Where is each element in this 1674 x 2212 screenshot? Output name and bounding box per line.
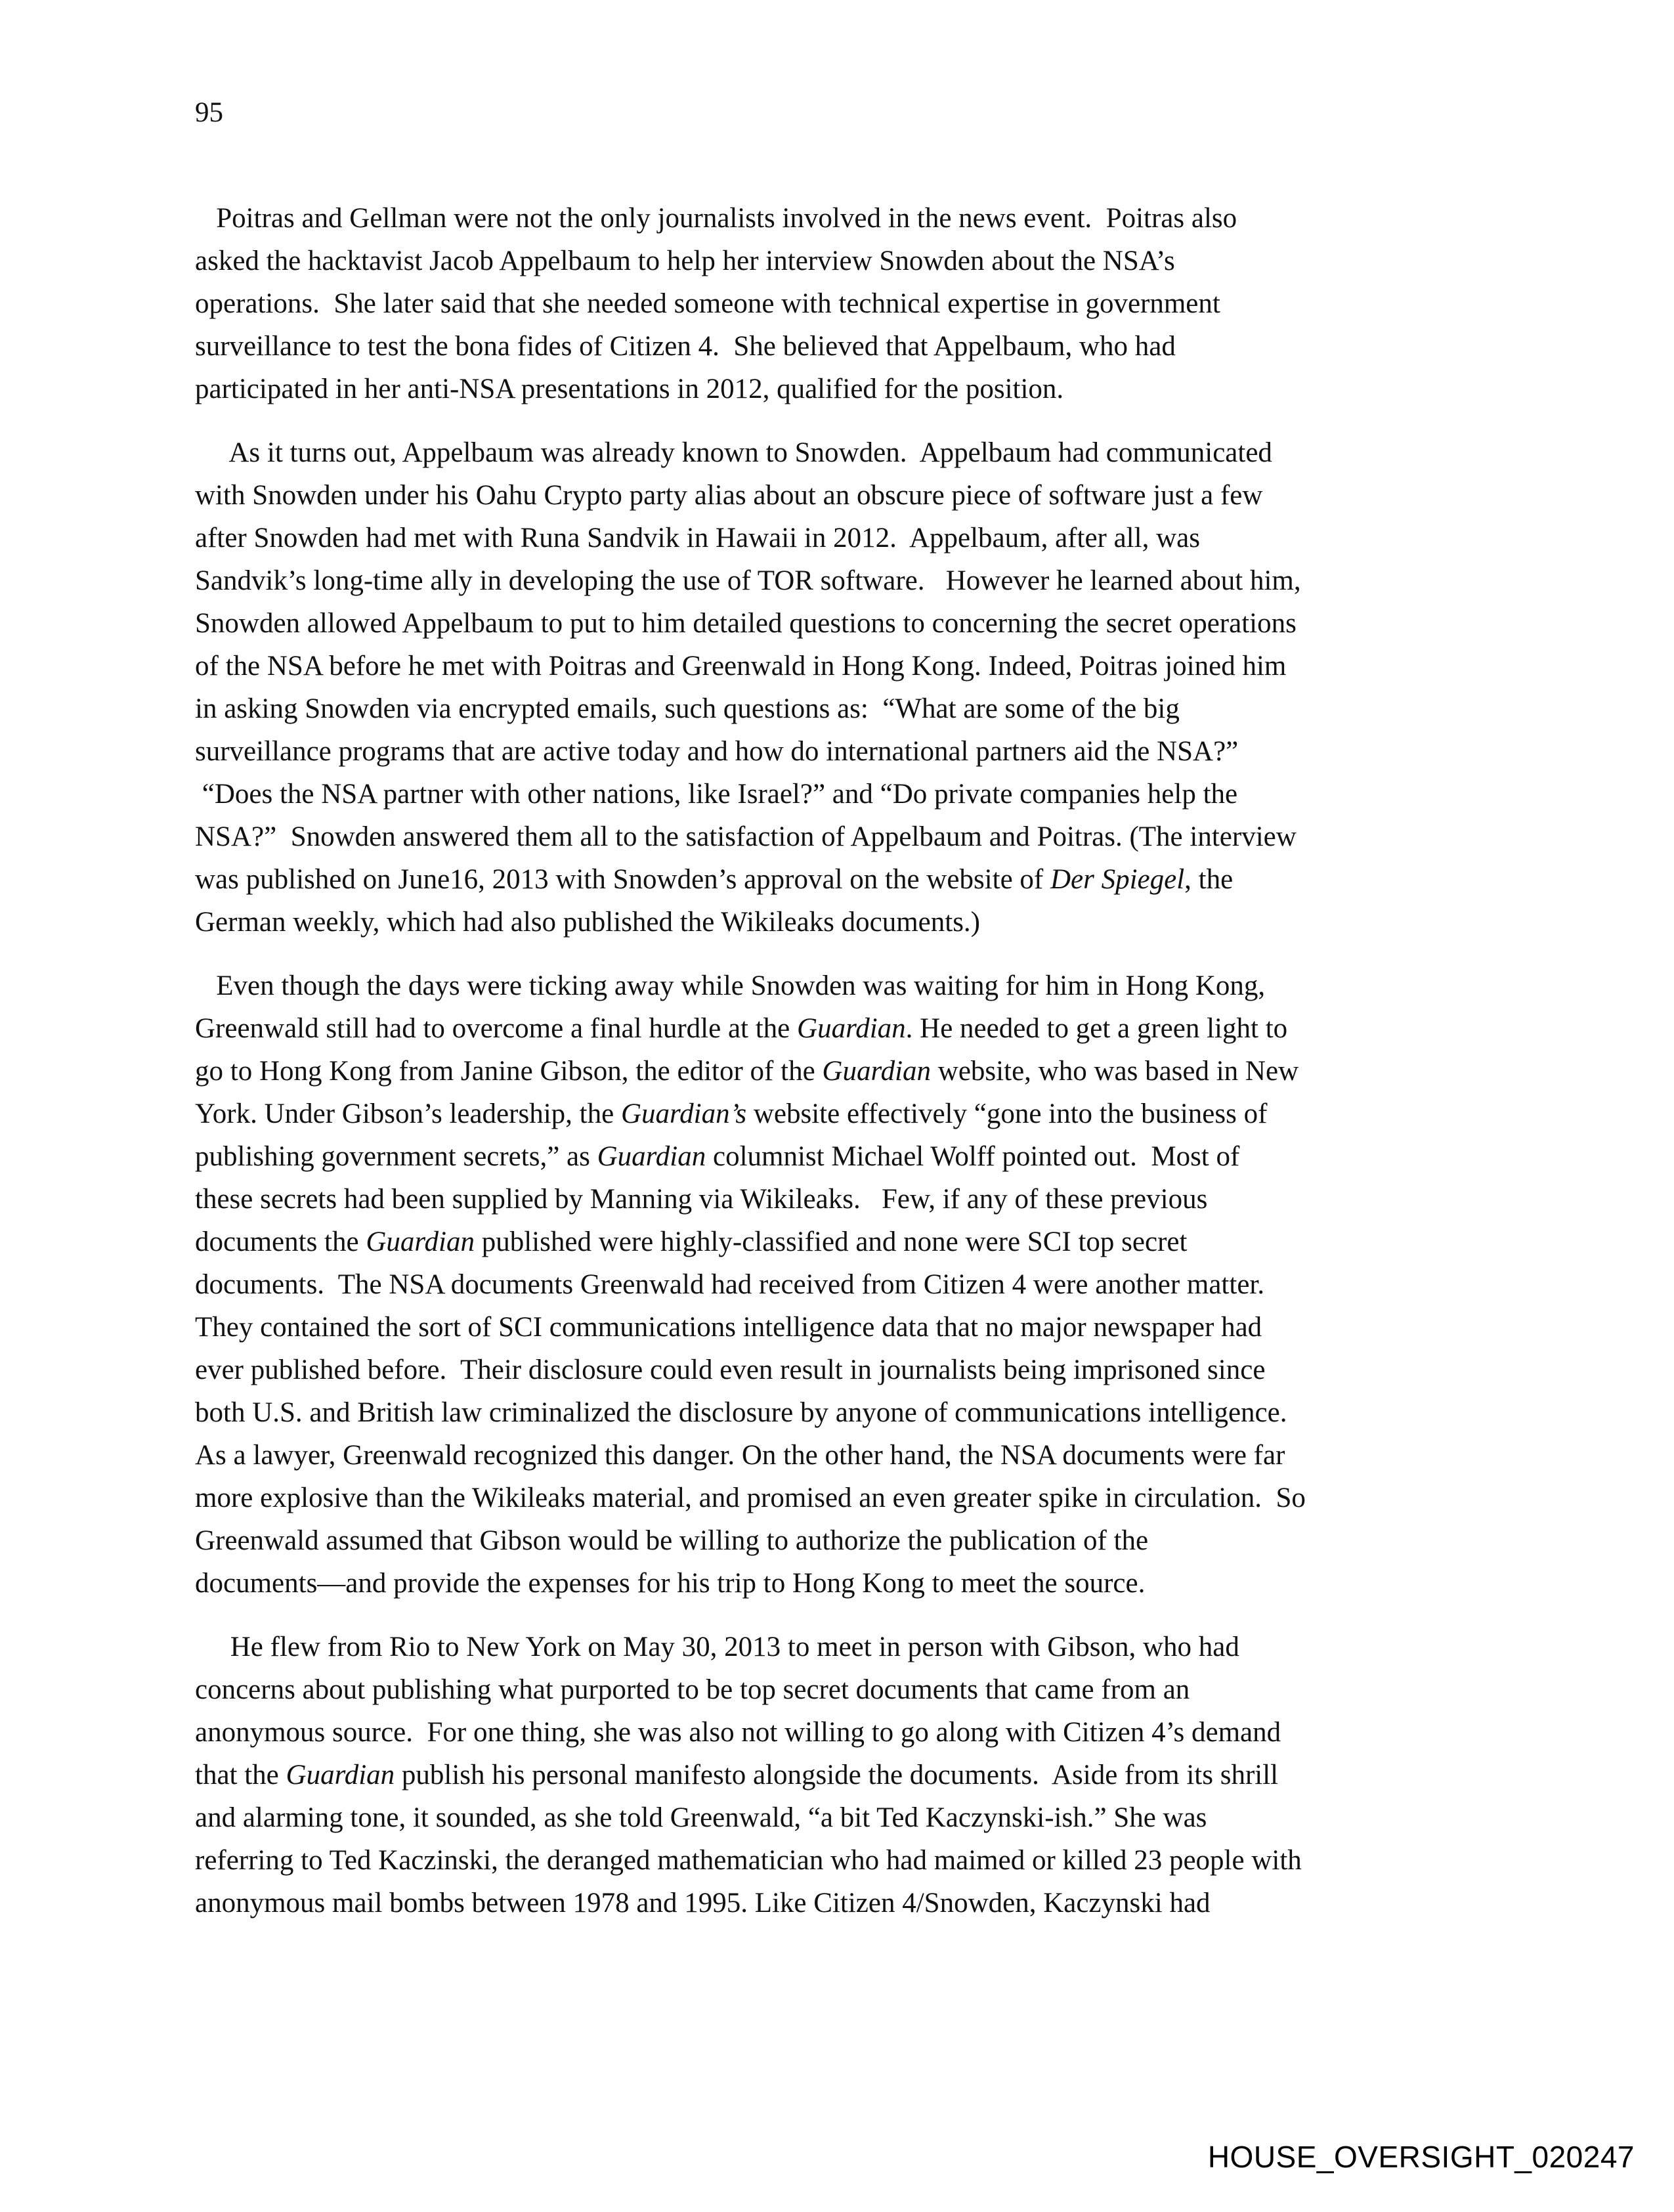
text-line: As it turns out, Appelbaum was already known to Snowden. Appelbaum had communicated bbox=[195, 437, 1272, 468]
text-line: that the Guardian publish his personal manifesto alongside the documents. Aside from its shrill bbox=[195, 1760, 1279, 1790]
text-line: Snowden allowed Appelbaum to put to him detailed questions to concerning the secret operations bbox=[195, 608, 1297, 639]
text-line: Greenwald assumed that Gibson would be willing to authorize the publication of the bbox=[195, 1525, 1149, 1556]
bates-stamp: HOUSE_OVERSIGHT_020247 bbox=[1207, 2140, 1635, 2174]
italic-title: Guardian bbox=[597, 1141, 706, 1172]
text-line: go to Hong Kong from Janine Gibson, the editor of the Guardian website, who was based in New bbox=[195, 1056, 1299, 1087]
text-line: documents—and provide the expenses for his trip to Hong Kong to meet the source. bbox=[195, 1568, 1146, 1599]
text-line: after Snowden had met with Runa Sandvik in Hawaii in 2012. Appelbaum, after all, was bbox=[195, 523, 1200, 553]
paragraph bbox=[195, 197, 1508, 410]
italic-title: Guardian bbox=[822, 1056, 932, 1087]
text-line: and alarming tone, it sounded, as she told Greenwald, “a bit Ted Kaczynski-ish.” She was bbox=[195, 1802, 1207, 1833]
text-line: NSA?” Snowden answered them all to the satisfaction of Appelbaum and Poitras. (The interview bbox=[195, 821, 1297, 852]
text-line: surveillance to test the bona fides of Citizen 4. She believed that Appelbaum, who had bbox=[195, 331, 1176, 362]
text-line: anonymous mail bombs between 1978 and 1995. Like Citizen 4/Snowden, Kaczynski had bbox=[195, 1888, 1211, 1919]
text-line: Sandvik’s long-time ally in developing the use of TOR software. However he learned about him, bbox=[195, 565, 1301, 596]
text-line: these secrets had been supplied by Manning via Wikileaks. Few, if any of these previous bbox=[195, 1184, 1208, 1215]
italic-title: Guardian bbox=[286, 1760, 395, 1790]
text-line: publishing government secrets,” as Guardian columnist Michael Wolff pointed out. Most of bbox=[195, 1141, 1240, 1172]
text-line: surveillance programs that are active today and how do international partners aid the NSA?” bbox=[195, 736, 1239, 767]
text-line: both U.S. and British law criminalized the disclosure by anyone of communications intelligence. bbox=[195, 1397, 1287, 1428]
text-line: of the NSA before he met with Poitras and Greenwald in Hong Kong. Indeed, Poitras joined him bbox=[195, 651, 1287, 682]
text-line: They contained the sort of SCI communications intelligence data that no major newspaper had bbox=[195, 1312, 1262, 1343]
text-line: in asking Snowden via encrypted emails, such questions as: “What are some of the big bbox=[195, 693, 1180, 724]
text-line: participated in her anti-NSA presentations in 2012, qualified for the position. bbox=[195, 374, 1064, 404]
text-line: was published on June16, 2013 with Snowden’s approval on the website of Der Spiegel, the bbox=[195, 864, 1234, 895]
italic-title: Der Spiegel bbox=[1050, 864, 1185, 895]
text-line: “Does the NSA partner with other nations, like Israel?” and “Do private companies help the bbox=[195, 779, 1238, 810]
text-line: anonymous source. For one thing, she was also not willing to go along with Citizen 4’s demand bbox=[195, 1717, 1281, 1748]
text-line: He flew from Rio to New York on May 30, 2013 to meet in person with Gibson, who had bbox=[195, 1632, 1239, 1662]
text-line: operations. She later said that she needed someone with technical expertise in government bbox=[195, 288, 1220, 319]
text-line: York. Under Gibson’s leadership, the Guardian’s website effectively “gone into the business of bbox=[195, 1098, 1268, 1129]
italic-title: Guardian’s bbox=[620, 1098, 747, 1129]
text-line: Greenwald still had to overcome a final hurdle at the Guardian. He needed to get a green light to bbox=[195, 1013, 1288, 1044]
text-line: more explosive than the Wikileaks material, and promised an even greater spike in circulation. So bbox=[195, 1483, 1306, 1513]
paragraph bbox=[195, 1626, 1508, 1924]
text-line: with Snowden under his Oahu Crypto party alias about an obscure piece of software just a few bbox=[195, 480, 1263, 511]
page-number: 95 bbox=[195, 97, 223, 128]
text-line: concerns about publishing what purported to be top secret documents that came from an bbox=[195, 1674, 1190, 1705]
body-text bbox=[195, 197, 1508, 1945]
text-line: As a lawyer, Greenwald recognized this danger. On the other hand, the NSA documents were far bbox=[195, 1440, 1285, 1471]
italic-title: Guardian bbox=[797, 1013, 906, 1044]
text-line: asked the hacktavist Jacob Appelbaum to help her interview Snowden about the NSA’s bbox=[195, 246, 1175, 276]
text-line: Poitras and Gellman were not the only journalists involved in the news event. Poitras also bbox=[195, 203, 1237, 234]
italic-title: Guardian bbox=[366, 1226, 475, 1257]
text-line: German weekly, which had also published the Wikileaks documents.) bbox=[195, 907, 981, 938]
text-line: referring to Ted Kaczinski, the deranged mathematician who had maimed or killed 23 people with bbox=[195, 1845, 1302, 1876]
paragraph bbox=[195, 965, 1508, 1605]
paragraph bbox=[195, 431, 1508, 943]
text-line: ever published before. Their disclosure could even result in journalists being imprisoned since bbox=[195, 1355, 1266, 1385]
text-line: documents the Guardian published were highly-classified and none were SCI top secret bbox=[195, 1226, 1188, 1257]
text-line: Even though the days were ticking away while Snowden was waiting for him in Hong Kong, bbox=[195, 970, 1266, 1001]
text-line: documents. The NSA documents Greenwald had received from Citizen 4 were another matter. bbox=[195, 1269, 1265, 1300]
